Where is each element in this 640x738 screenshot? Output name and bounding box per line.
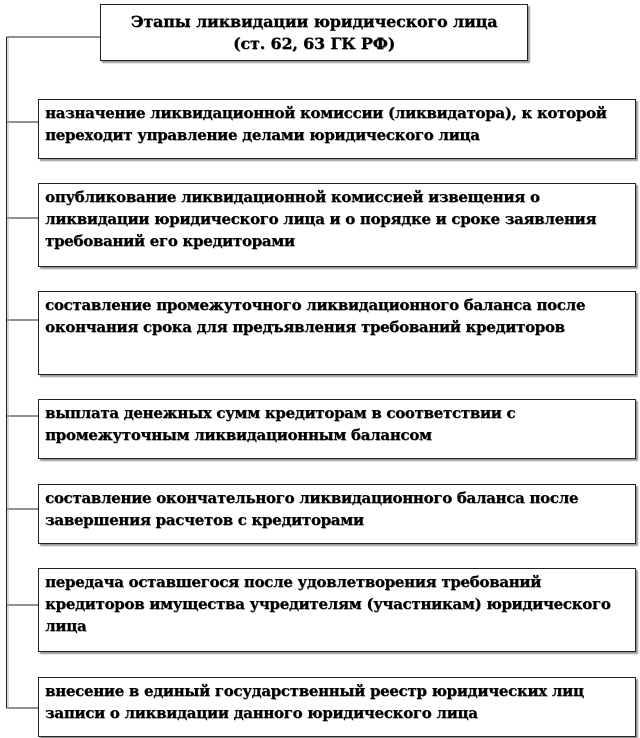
- step-text: назначение ликвидационной комиссии (ликвидатора), к которой переходит управление делами юридического лица: [45, 104, 607, 144]
- step-box-1: [38, 99, 636, 159]
- step-text: внесение в единый государственный реестр юридических лиц записи о ликвидации данного юридического лица: [45, 682, 584, 722]
- step-box-2: [38, 183, 636, 267]
- step-text: выплата денежных сумм кредиторам в соответствии с промежуточным ликвидационным балансом: [45, 404, 516, 444]
- step-text: опубликование ликвидационной комиссией извещения о ликвидации юридического лица и о порядке и сроке заявления требований его кредиторами: [45, 188, 597, 250]
- step-box-6: [38, 568, 636, 652]
- diagram-title: Этапы ликвидации юридического лица: [130, 12, 498, 31]
- step-box-5: [38, 484, 636, 544]
- step-box-7: [38, 677, 636, 737]
- step-box-4: [38, 399, 636, 459]
- diagram-subtitle: (ст. 62, 63 ГК РФ): [233, 34, 395, 53]
- step-text: составление промежуточного ликвидационного баланса после окончания срока для предъявления требований кредиторов: [45, 296, 586, 336]
- step-box-3: [38, 291, 636, 375]
- step-text: передача оставшегося после удовлетворения требований кредиторов имущества учредителям (участникам) юридического лица: [45, 573, 611, 635]
- diagram-title-box: [100, 4, 528, 61]
- step-text: составление окончательного ликвидационного баланса после завершения расчетов с кредиторами: [45, 489, 579, 529]
